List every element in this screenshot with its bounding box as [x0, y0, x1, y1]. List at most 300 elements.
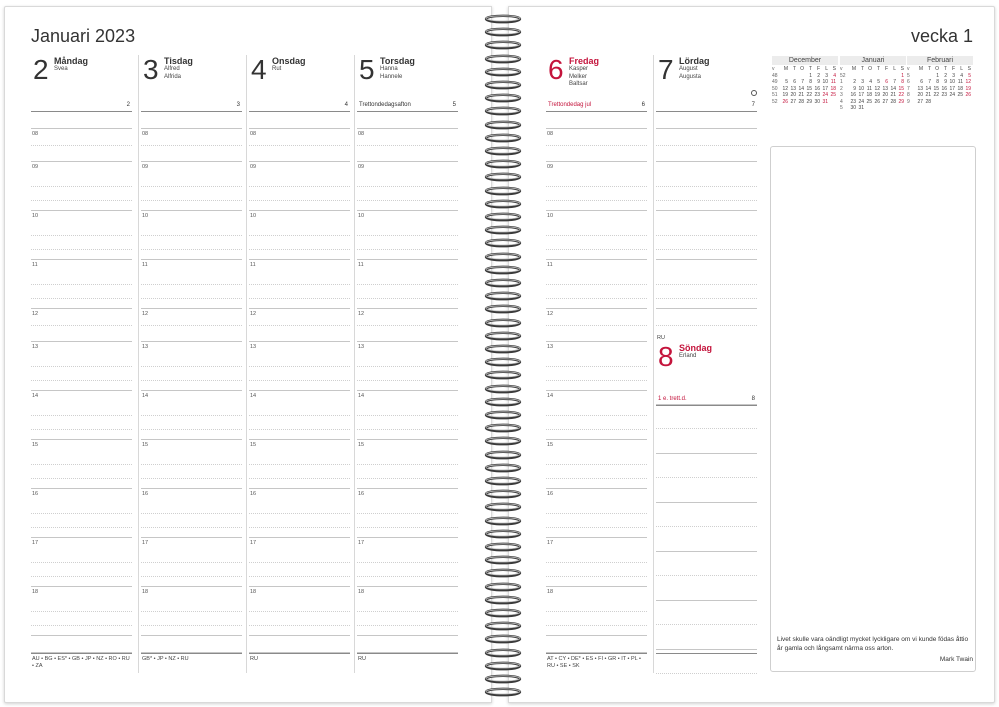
hour-line — [141, 259, 242, 260]
spiral-ring — [483, 186, 523, 196]
sunday-dotted-line — [656, 624, 757, 625]
quarter-line — [546, 478, 647, 479]
hour-line — [141, 308, 242, 309]
hour-line — [249, 128, 350, 129]
spiral-ring — [483, 146, 523, 156]
hour-label: 18 — [32, 589, 39, 595]
hour-label: 16 — [142, 491, 149, 497]
mini-calendar-month: Februari — [907, 56, 973, 65]
quarter-line — [141, 527, 242, 528]
day-column — [357, 55, 458, 673]
spiral-ring — [483, 331, 523, 341]
date-cell: 4 — [960, 72, 963, 79]
date-cell: 11 — [830, 79, 836, 85]
quarter-line — [546, 249, 647, 250]
country-holidays: AT • CY • DE* • ES • FI • GR • IT • PL • RU • SE • SK — [547, 656, 641, 669]
day-column — [249, 55, 350, 673]
date-cell: 22 — [898, 92, 904, 98]
quarter-line — [31, 429, 132, 430]
mini-calendar — [840, 56, 906, 112]
date-cell: 25 — [830, 92, 836, 98]
holiday-label: Trettondedagsafton — [359, 102, 411, 108]
date-cell — [880, 105, 888, 112]
date-cell: 13 — [790, 85, 796, 92]
hour-label: 09 — [32, 164, 39, 170]
day-header — [656, 55, 757, 105]
date-cell: 15 — [806, 85, 812, 92]
quarter-line — [357, 298, 458, 299]
weekday-letter: F — [951, 66, 955, 72]
half-hour-line — [656, 145, 757, 146]
spiral-ring — [483, 489, 523, 499]
hour-label: 12 — [142, 311, 149, 317]
sunday-dotted-line — [656, 477, 757, 478]
hour-label: 12 — [547, 311, 554, 317]
hour-label: 08 — [142, 131, 149, 137]
hour-line — [656, 308, 757, 309]
sunday-line — [656, 453, 757, 454]
day-column — [656, 55, 757, 673]
day-column — [546, 55, 647, 673]
date-cell: 24 — [949, 92, 955, 98]
quarter-line — [546, 625, 647, 626]
hour-label: 13 — [32, 344, 39, 350]
hour-line — [31, 259, 132, 260]
spiral-ring — [483, 674, 523, 684]
date-cell: 18 — [830, 85, 836, 92]
day-name: Torsdag — [380, 56, 415, 66]
hour-label: 16 — [358, 491, 365, 497]
half-hour-line — [249, 611, 350, 612]
weekday-letter: T — [792, 66, 796, 72]
quarter-line — [546, 298, 647, 299]
hour-label: 14 — [250, 393, 257, 399]
day-number: 5 — [359, 54, 375, 85]
hour-line — [249, 488, 350, 489]
quarter-line — [141, 576, 242, 577]
day-of-year: 8 — [751, 396, 755, 402]
day-name: Söndag — [679, 343, 712, 353]
half-hour-line — [249, 186, 350, 187]
hour-line — [31, 537, 132, 538]
spiral-ring — [483, 529, 523, 539]
half-hour-line — [141, 464, 242, 465]
date-cell: 30 — [850, 105, 856, 111]
hour-label: 17 — [142, 540, 149, 546]
date-cell: 5 — [907, 72, 910, 79]
hour-line — [546, 390, 647, 391]
hour-label: 13 — [142, 344, 149, 350]
date-cell: 16 — [850, 92, 856, 98]
bottom-line — [357, 653, 458, 654]
date-cell: 51 — [772, 92, 778, 98]
date-cell: 7 — [907, 85, 910, 92]
date-cell: 6 — [793, 79, 796, 85]
date-cell: 49 — [772, 79, 778, 85]
day-number: 4 — [251, 54, 267, 85]
hour-label: 18 — [142, 589, 149, 595]
hour-line — [141, 128, 242, 129]
half-hour-line — [656, 186, 757, 187]
day-footer-line — [357, 100, 458, 112]
quarter-line — [249, 200, 350, 201]
date-cell — [955, 99, 963, 106]
quarter-line — [546, 576, 647, 577]
date-cell: 4 — [833, 72, 836, 79]
bottom-line — [546, 653, 647, 654]
half-hour-line — [656, 235, 757, 236]
date-cell: 16 — [941, 85, 947, 92]
day-of-year: 7 — [751, 102, 755, 108]
date-cell: 6 — [920, 79, 923, 85]
spiral-ring — [483, 661, 523, 671]
day-of-year: 5 — [452, 102, 456, 108]
spiral-ring — [483, 27, 523, 37]
quarter-line — [249, 527, 350, 528]
half-hour-line — [249, 145, 350, 146]
half-hour-line — [141, 284, 242, 285]
date-cell: 7 — [801, 79, 804, 85]
date-cell: 27 — [917, 98, 923, 105]
hour-line — [546, 586, 647, 587]
holiday-label: 1 e. trett.d. — [658, 396, 687, 402]
hour-label: 12 — [358, 311, 365, 317]
date-cell: 9 — [817, 79, 820, 85]
half-hour-line — [249, 562, 350, 563]
half-hour-line — [249, 415, 350, 416]
half-hour-line — [141, 235, 242, 236]
spiral-ring — [483, 225, 523, 235]
date-cell: 21 — [798, 92, 804, 98]
weekday-letter: M — [783, 66, 788, 72]
hour-label: 18 — [358, 589, 365, 595]
spiral-ring — [483, 397, 523, 407]
hour-label: 10 — [358, 213, 365, 219]
date-cell: 17 — [822, 85, 828, 92]
column-divider — [246, 55, 247, 673]
half-hour-line — [141, 186, 242, 187]
hour-line — [249, 586, 350, 587]
quarter-line — [357, 249, 458, 250]
spiral-ring — [483, 212, 523, 222]
half-hour-line — [546, 562, 647, 563]
half-hour-line — [31, 325, 132, 326]
quarter-line — [357, 380, 458, 381]
half-hour-line — [546, 415, 647, 416]
date-cell: 20 — [882, 92, 888, 98]
half-hour-line — [141, 366, 242, 367]
half-hour-line — [31, 284, 132, 285]
quarter-line — [141, 380, 242, 381]
spiral-ring — [483, 555, 523, 565]
weekday-letter: F — [816, 66, 820, 72]
date-cell: 22 — [806, 92, 812, 98]
day-of-year: 6 — [641, 102, 645, 108]
half-hour-line — [249, 464, 350, 465]
date-cell: 2 — [817, 72, 820, 79]
quarter-line — [31, 298, 132, 299]
weekday-letter: O — [935, 66, 939, 72]
hour-line — [357, 341, 458, 342]
hour-line — [141, 439, 242, 440]
hour-label: 11 — [32, 262, 38, 268]
quarter-line — [249, 298, 350, 299]
week-row — [840, 105, 906, 112]
mini-calendar-month: December — [772, 56, 838, 65]
hour-line — [357, 161, 458, 162]
date-cell: 5 — [968, 72, 971, 79]
half-hour-line — [249, 284, 350, 285]
half-hour-line — [141, 513, 242, 514]
hour-label: 11 — [142, 262, 148, 268]
half-hour-line — [31, 235, 132, 236]
date-cell: 8 — [907, 92, 910, 98]
spiral-ring — [483, 436, 523, 446]
date-cell: 7 — [893, 79, 896, 85]
date-cell: 12 — [874, 85, 880, 92]
half-hour-line — [31, 611, 132, 612]
spiral-ring — [483, 291, 523, 301]
sunday-dotted-line — [656, 673, 757, 674]
quarter-line — [141, 200, 242, 201]
spiral-ring — [483, 502, 523, 512]
hour-line — [357, 586, 458, 587]
weekday-letter: M — [918, 66, 923, 72]
hour-label: 13 — [547, 344, 554, 350]
date-cell: 18 — [957, 85, 963, 92]
hour-line — [31, 390, 132, 391]
date-cell: 50 — [772, 85, 778, 92]
day-number: 3 — [143, 54, 159, 85]
spiral-ring — [483, 238, 523, 248]
half-hour-line — [357, 415, 458, 416]
weekday-letter: v — [772, 66, 775, 72]
hour-label: 10 — [142, 213, 149, 219]
hour-label: 09 — [250, 164, 257, 170]
sunday-dotted-line — [656, 526, 757, 527]
half-hour-line — [546, 464, 647, 465]
name-days: Alfred Alfrida — [164, 66, 182, 80]
day-footer-line — [31, 100, 132, 112]
quarter-line — [249, 249, 350, 250]
hour-label: 15 — [547, 442, 554, 448]
date-cell: 11 — [957, 79, 963, 85]
half-hour-line — [31, 562, 132, 563]
date-cell: 20 — [790, 92, 796, 98]
spiral-ring — [483, 80, 523, 90]
hour-line — [357, 308, 458, 309]
half-hour-line — [546, 366, 647, 367]
weekday-letter: T — [860, 66, 864, 72]
hour-label: 09 — [547, 164, 554, 170]
hour-label: 10 — [32, 213, 39, 219]
mini-calendar — [772, 56, 838, 105]
date-cell: 31 — [822, 98, 828, 105]
hour-line — [31, 439, 132, 440]
quarter-line — [656, 200, 757, 201]
spiral-ring — [483, 199, 523, 209]
sunday-header — [656, 342, 757, 392]
half-hour-line — [357, 464, 458, 465]
spiral-ring — [483, 384, 523, 394]
date-cell: 14 — [890, 85, 896, 92]
hour-label: 11 — [250, 262, 256, 268]
date-cell: 3 — [952, 72, 955, 79]
extra-line — [31, 635, 132, 636]
half-hour-line — [249, 513, 350, 514]
name-days: August Augusta — [679, 66, 702, 80]
weekday-letter: L — [825, 66, 828, 72]
half-hour-line — [31, 415, 132, 416]
date-cell: 29 — [898, 98, 904, 105]
spiral-ring — [483, 265, 523, 275]
quarter-line — [656, 249, 757, 250]
hour-line — [546, 161, 647, 162]
hour-line — [546, 128, 647, 129]
spiral-ring — [483, 40, 523, 50]
country-holidays: AU • BG • ES* • GB • JP • NZ • RO • RU • ZA — [32, 656, 130, 669]
date-cell: 27 — [790, 98, 796, 105]
date-cell: 10 — [858, 85, 864, 92]
hour-label: 10 — [250, 213, 257, 219]
date-cell: 7 — [928, 79, 931, 85]
hour-label: 11 — [547, 262, 553, 268]
date-cell: 8 — [809, 79, 812, 85]
day-name: Tisdag — [164, 56, 193, 66]
weekday-letter: T — [927, 66, 931, 72]
date-cell: 28 — [890, 98, 896, 105]
hour-label: 12 — [250, 311, 257, 317]
bottom-line — [249, 653, 350, 654]
hour-line — [249, 259, 350, 260]
weekday-letter: S — [900, 66, 904, 72]
date-cell: 8 — [901, 79, 904, 85]
date-cell — [872, 105, 880, 112]
date-cell: 21 — [890, 92, 896, 98]
date-cell: 31 — [858, 105, 864, 111]
notes-box[interactable] — [770, 146, 976, 672]
spiral-ring — [483, 634, 523, 644]
hour-line — [656, 128, 757, 129]
quote-text: Livet skulle vara oändligt mycket lyckligare om vi kunde födas åttio år gamla och långsamt närma oss arton. — [777, 636, 969, 652]
hour-label: 14 — [547, 393, 554, 399]
hour-label: 15 — [358, 442, 365, 448]
spiral-ring — [483, 516, 523, 526]
hour-line — [141, 161, 242, 162]
quarter-line — [357, 478, 458, 479]
hour-line — [31, 161, 132, 162]
hour-line — [141, 210, 242, 211]
day-name: Onsdag — [272, 56, 306, 66]
date-cell: 12 — [965, 79, 971, 85]
hour-line — [31, 210, 132, 211]
half-hour-line — [31, 513, 132, 514]
half-hour-line — [656, 325, 757, 326]
quarter-line — [31, 380, 132, 381]
spiral-ring — [483, 318, 523, 328]
date-cell: 16 — [814, 85, 820, 92]
half-hour-line — [357, 513, 458, 514]
date-cell: 17 — [858, 92, 864, 98]
day-header — [546, 55, 647, 105]
hour-line — [656, 161, 757, 162]
extra-line — [141, 635, 242, 636]
half-hour-line — [249, 325, 350, 326]
spiral-ring — [483, 106, 523, 116]
hour-label: 09 — [358, 164, 365, 170]
date-cell: 23 — [850, 98, 856, 105]
date-cell: 17 — [949, 85, 955, 92]
hour-line — [141, 390, 242, 391]
hour-line — [357, 259, 458, 260]
hour-line — [249, 439, 350, 440]
hour-label: 14 — [358, 393, 365, 399]
mini-calendar-month: Januari — [840, 56, 906, 65]
date-cell: 5 — [840, 105, 843, 111]
hour-line — [249, 308, 350, 309]
date-cell: 4 — [869, 79, 872, 85]
date-cell: 1 — [809, 72, 812, 79]
hour-line — [31, 308, 132, 309]
day-name: Måndag — [54, 56, 89, 66]
day-number: 7 — [658, 54, 674, 85]
date-cell — [947, 99, 955, 106]
spiral-ring — [483, 67, 523, 77]
half-hour-line — [357, 562, 458, 563]
day-footer-line — [546, 100, 647, 112]
weekday-letter: S — [832, 66, 836, 72]
half-hour-line — [357, 235, 458, 236]
hour-label: 17 — [547, 540, 554, 546]
spiral-ring — [483, 93, 523, 103]
date-cell — [828, 99, 836, 106]
day-footer-line — [249, 100, 350, 112]
spiral-ring — [483, 568, 523, 578]
date-cell: 13 — [917, 85, 923, 92]
hour-label: 17 — [32, 540, 39, 546]
hour-line — [357, 537, 458, 538]
quarter-line — [656, 298, 757, 299]
quarter-line — [249, 576, 350, 577]
half-hour-line — [141, 611, 242, 612]
hour-line — [357, 210, 458, 211]
hour-line — [546, 210, 647, 211]
hour-line — [546, 341, 647, 342]
date-cell: 10 — [949, 79, 955, 85]
half-hour-line — [546, 235, 647, 236]
hour-label: 16 — [32, 491, 39, 497]
date-cell — [888, 105, 896, 112]
hour-line — [141, 586, 242, 587]
sunday-dotted-line — [656, 428, 757, 429]
quarter-line — [31, 576, 132, 577]
country-holidays: RU — [358, 656, 366, 662]
column-divider — [138, 55, 139, 673]
date-cell: 21 — [925, 92, 931, 98]
half-hour-line — [357, 325, 458, 326]
half-hour-line — [357, 145, 458, 146]
spiral-ring — [483, 542, 523, 552]
day-number: 8 — [658, 341, 674, 372]
hour-line — [31, 341, 132, 342]
date-cell: 20 — [917, 92, 923, 98]
quarter-line — [141, 625, 242, 626]
weekday-letter: T — [808, 66, 812, 72]
half-hour-line — [31, 366, 132, 367]
moon-phase-icon — [751, 90, 757, 96]
quarter-line — [31, 478, 132, 479]
spiral-ring — [483, 621, 523, 631]
